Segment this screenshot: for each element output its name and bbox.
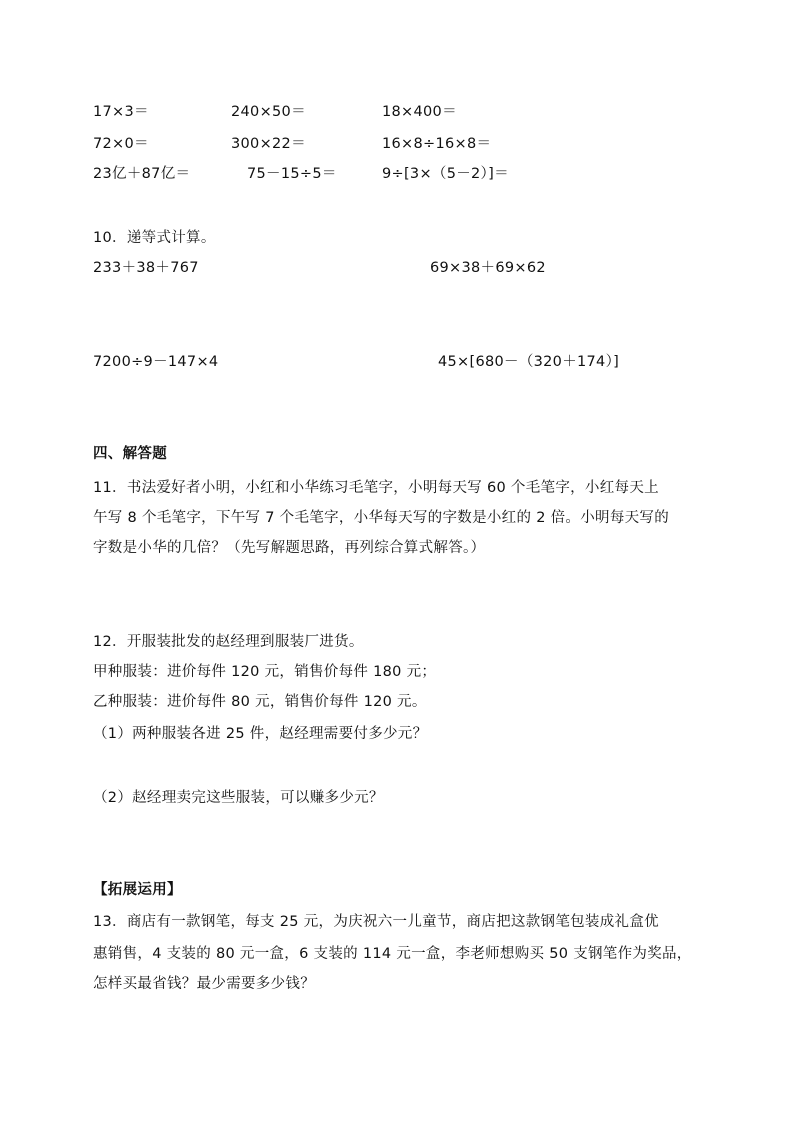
- question-11-line: 午写 8 个毛笔字，下午写 7 个毛笔字，小华每天写的字数是小红的 2 倍。小明每天写的: [93, 510, 670, 526]
- question-11-line: 字数是小华的几倍？（先写解题思路，再列综合算式解答。）: [93, 540, 486, 556]
- question-10-title: 10．递等式计算。: [93, 230, 216, 246]
- calc-item: 69×38＋69×62: [430, 260, 546, 276]
- calc-item: 7200÷9－147×4: [93, 354, 219, 370]
- section-title: 四、解答题: [93, 446, 167, 462]
- question-13-line: 怎样买最省钱？最少需要多少钱？: [93, 976, 315, 992]
- question-12-sub-2: （2）赵经理卖完这些服装，可以赚多少元？: [93, 790, 384, 806]
- calc-item: 45×[680－（320＋174）]: [438, 354, 620, 370]
- calc-item: 233＋38＋767: [93, 260, 199, 276]
- calc-item: 240×50＝: [231, 104, 306, 120]
- question-12-line: 乙种服装：进价每件 80 元，销售价每件 120 元。: [93, 694, 427, 710]
- calc-item: 72×0＝: [93, 136, 149, 152]
- calc-item: 18×400＝: [382, 104, 457, 120]
- question-12-line: 12．开服装批发的赵经理到服装厂进货。: [93, 634, 364, 650]
- question-13-line: 13．商店有一款钢笔，每支 25 元，为庆祝六一儿童节，商店把这款钢笔包装成礼盒优: [93, 914, 659, 930]
- calc-item: 300×22＝: [231, 136, 306, 152]
- question-13-line: 惠销售，4 支装的 80 元一盒，6 支装的 114 元一盒，李老师想购买 50 支钢笔作为奖品，: [93, 946, 692, 962]
- calc-item: 75－15÷5＝: [247, 166, 337, 182]
- calc-item: 17×3＝: [93, 104, 149, 120]
- question-11-line: 11．书法爱好者小明，小红和小华练习毛笔字，小明每天写 60 个毛笔字，小红每天上: [93, 480, 659, 496]
- calc-item: 9÷[3×（5－2）]＝: [382, 166, 509, 182]
- section-title: 【拓展运用】: [93, 882, 182, 898]
- question-12-line: 甲种服装：进价每件 120 元，销售价每件 180 元；: [93, 664, 437, 680]
- question-12-sub-1: （1）两种服装各进 25 件，赵经理需要付多少元？: [93, 726, 428, 742]
- calc-item: 16×8÷16×8＝: [382, 136, 492, 152]
- calc-item: 23亿＋87亿＝: [93, 166, 191, 182]
